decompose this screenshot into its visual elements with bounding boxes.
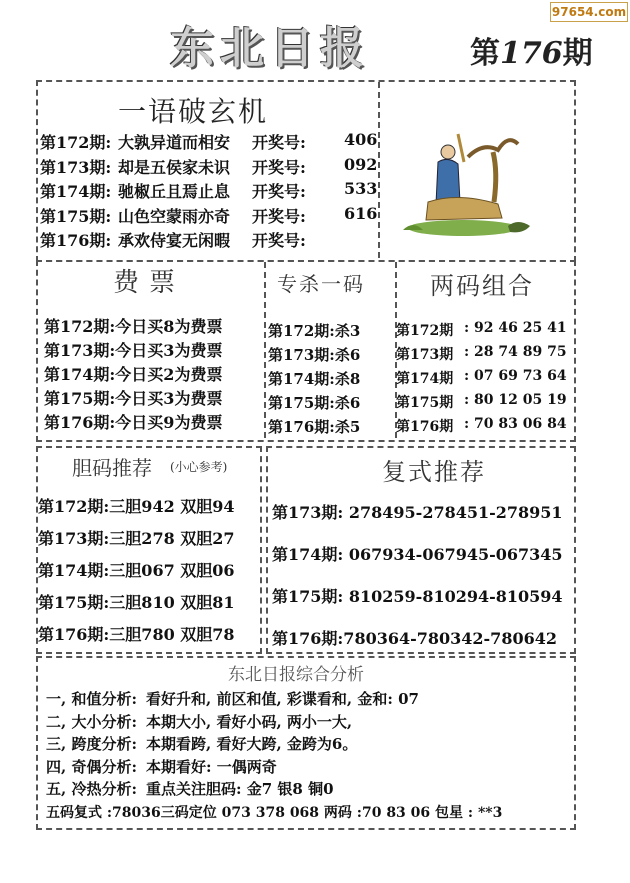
pair-issue: 第174期 bbox=[396, 371, 454, 387]
riddle-code: 092 bbox=[344, 154, 378, 174]
riddle-code: 406 bbox=[344, 130, 378, 149]
riddle-code-label: 开奖号: bbox=[252, 231, 306, 250]
fee-row: 第176期:今日买9为费票 bbox=[44, 413, 223, 432]
fee-row: 第173期:今日买3为费票 bbox=[44, 341, 223, 360]
kill-row: 第173期:杀6 bbox=[268, 346, 361, 364]
issue-prefix: 第 bbox=[470, 36, 500, 71]
compound-row: 第174期: 067934-067945-067345 bbox=[272, 545, 563, 564]
pair-numbers: : 07 69 73 64 bbox=[464, 368, 567, 384]
fee-row: 第175期:今日买3为费票 bbox=[44, 389, 223, 408]
fee-row: 第172期:今日买8为费票 bbox=[44, 317, 223, 336]
issue-suffix: 期 bbox=[562, 36, 593, 71]
site-watermark: 97654.com bbox=[550, 2, 628, 22]
analysis-text: 看好升和, 前区和值, 彩谍看和, 金和: 07 bbox=[146, 690, 419, 708]
dan-row: 第175期:三胆810 双胆81 bbox=[38, 593, 235, 612]
analysis-text: 本期大小, 看好小码, 两小一大, bbox=[146, 712, 353, 731]
analysis-label: 一, 和值分析: bbox=[46, 690, 137, 708]
pair-issue: 第175期 bbox=[396, 395, 454, 411]
issue-number bbox=[470, 28, 593, 72]
riddle-phrase: 承欢侍宴无闲暇 bbox=[118, 231, 231, 250]
compound-heading: 复式推荐 bbox=[382, 458, 486, 486]
kill-row: 第174期:杀8 bbox=[268, 370, 361, 388]
kill-row: 第172期:杀3 bbox=[268, 322, 361, 340]
analysis-label: 五, 冷热分析: bbox=[46, 780, 137, 798]
analysis-label: 三, 跨度分析: bbox=[46, 735, 137, 753]
analysis-text: 本期看跨, 看好大跨, 金跨为6。 bbox=[146, 735, 358, 753]
riddle-phrase: 却是五侯家未识 bbox=[118, 157, 231, 177]
pair-numbers: : 80 12 05 19 bbox=[464, 392, 567, 408]
riddle-issue: 第175期: bbox=[40, 206, 112, 226]
compound-row: 第173期: 278495-278451-278951 bbox=[272, 503, 563, 522]
fee-row: 第174期:今日买2为费票 bbox=[44, 365, 223, 384]
riddle-code-label: 开奖号: bbox=[252, 157, 306, 177]
riddle-code: 616 bbox=[344, 203, 378, 223]
riddle-code-label: 开奖号: bbox=[252, 206, 306, 226]
compound-row: 第175期: 810259-810294-810594 bbox=[272, 587, 563, 606]
riddle-code-label: 开奖号: bbox=[252, 133, 306, 152]
analysis-text: 本期看好: 一偶两奇 bbox=[146, 757, 277, 776]
fee-heading: 费票 bbox=[113, 268, 186, 298]
compound-row: 第176期:780364-780342-780642 bbox=[272, 629, 557, 648]
riddle-issue: 第173期: bbox=[40, 157, 112, 177]
riddle-code: 533 bbox=[344, 179, 378, 198]
pair-issue: 第172期 bbox=[396, 323, 454, 339]
dan-row: 第176期:三胆780 双胆78 bbox=[38, 625, 235, 644]
riddle-heading: 一语破玄机 bbox=[118, 95, 269, 128]
pair-numbers: : 28 74 89 75 bbox=[464, 344, 567, 360]
fee-divider bbox=[264, 262, 266, 438]
riddle-phrase: 驰椒丘且焉止息 bbox=[118, 182, 231, 201]
riddle-phrase: 大孰异道而相安 bbox=[118, 133, 231, 152]
dan-row: 第172期:三胆942 双胆94 bbox=[38, 497, 235, 516]
riddle-issue: 第174期: bbox=[40, 182, 112, 201]
kill-heading: 专杀一码 bbox=[277, 272, 365, 296]
riddle-code-label: 开奖号: bbox=[252, 182, 306, 201]
analysis-text: 重点关注胆码: 金7 银8 铜0 bbox=[146, 780, 334, 798]
analysis-heading: 东北日报综合分析 bbox=[228, 665, 364, 685]
riddle-divider bbox=[378, 82, 380, 258]
riddle-issue: 第176期: bbox=[40, 231, 112, 250]
newspaper-title: 东北日报 bbox=[170, 23, 370, 74]
kill-row: 第175期:杀6 bbox=[268, 394, 361, 412]
dan-row: 第174期:三胆067 双胆06 bbox=[38, 561, 235, 580]
pair-numbers: : 70 83 06 84 bbox=[464, 416, 567, 432]
dan-note: (小心参考) bbox=[170, 460, 228, 474]
dan-row: 第173期:三胆278 双胆27 bbox=[38, 529, 235, 548]
riddle-issue: 第172期: bbox=[40, 133, 112, 152]
pair-numbers: : 92 46 25 41 bbox=[464, 320, 567, 336]
issue-value: 176 bbox=[500, 36, 563, 71]
dan-heading: 胆码推荐 bbox=[72, 456, 152, 480]
scholar-illustration bbox=[398, 122, 538, 244]
pair-issue: 第176期 bbox=[396, 419, 454, 435]
pair-issue: 第173期 bbox=[396, 347, 454, 363]
pair-heading: 两码组合 bbox=[430, 272, 534, 300]
analysis-label: 二, 大小分析: bbox=[46, 712, 137, 731]
kill-row: 第176期:杀5 bbox=[268, 418, 361, 436]
analysis-label: 四, 奇偶分析: bbox=[46, 757, 137, 776]
riddle-phrase: 山色空蒙雨亦奇 bbox=[118, 206, 231, 226]
analysis-footer: 五码复式 :78036三码定位 073 378 068 两码 :70 83 06 包星 : **3 bbox=[46, 805, 503, 821]
